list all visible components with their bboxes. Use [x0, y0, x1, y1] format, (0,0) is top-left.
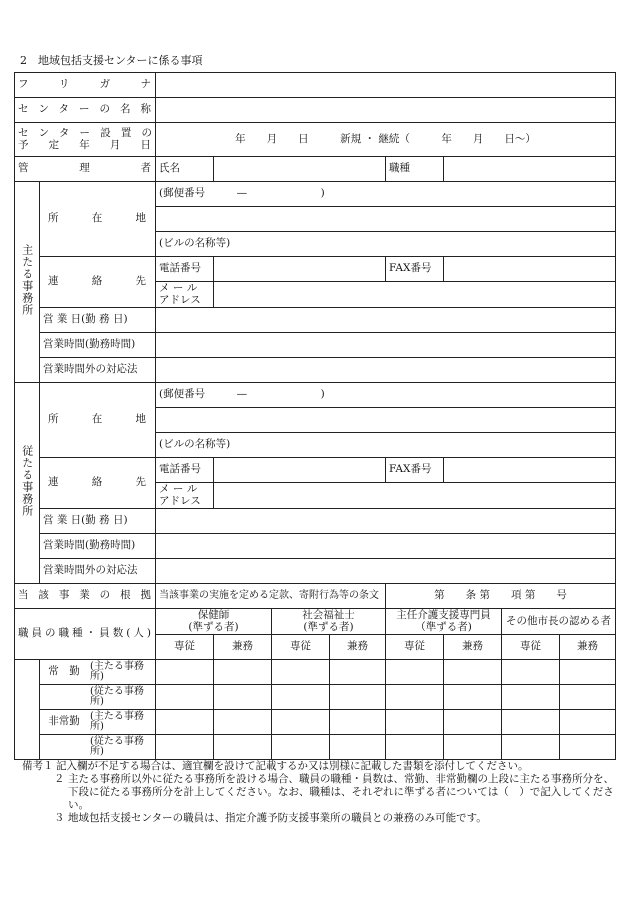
sub-office-business-days-field[interactable]: [156, 509, 616, 534]
sub-office-sub-label: (従たる事務所): [40, 685, 156, 710]
staff-count-cell[interactable]: [502, 735, 560, 760]
main-office-business-hours-field[interactable]: [156, 333, 616, 358]
staff-count-cell[interactable]: [444, 660, 502, 685]
full-time-header: 専従: [502, 635, 560, 660]
staff-count-cell[interactable]: [214, 710, 272, 735]
staff-count-cell[interactable]: [330, 660, 386, 685]
staff-group-social-worker: 社会福祉士 (準ずる者): [272, 609, 386, 635]
sub-office-business-days-label: 営 業 日(勤 務 日): [40, 509, 156, 534]
furigana-label: フ リ ガ ナ: [15, 73, 156, 98]
staff-count-cell[interactable]: [386, 685, 444, 710]
main-office-business-hours-label: 営業時間(勤務時間): [40, 333, 156, 358]
main-office-building-field[interactable]: (ビルの名称等): [156, 232, 616, 257]
staff-count-cell[interactable]: [330, 685, 386, 710]
note-1-text: 記入欄が不足する場合は、適宜欄を設けて記載するか又は別様に記載した書類を添付してください。: [56, 760, 529, 772]
main-office-group-label: 主たる事務所: [15, 182, 40, 383]
sub-office-after-hours-label: 営業時間外の対応法: [40, 559, 156, 584]
main-office-fax-field[interactable]: [444, 257, 616, 282]
main-office-sub-label: (主たる事務所): [90, 660, 144, 682]
sub-office-email-field[interactable]: [214, 483, 616, 509]
sub-office-business-hours-field[interactable]: [156, 534, 616, 559]
concurrent-header: 兼務: [330, 635, 386, 660]
staff-count-cell[interactable]: [156, 735, 214, 760]
sub-office-postal-field[interactable]: (郵便番号 — ): [156, 383, 616, 408]
staff-count-cell[interactable]: [444, 710, 502, 735]
main-office-email-label: メ ー ル アドレス: [156, 282, 214, 308]
sub-office-location-label: 所在地: [40, 383, 156, 458]
center-name-field[interactable]: [156, 98, 616, 123]
full-time-header: 専従: [272, 635, 330, 660]
manager-label: 管理者: [15, 157, 156, 182]
regular-label: 常 勤: [48, 665, 80, 678]
staff-count-cell[interactable]: [156, 710, 214, 735]
main-office-phone-label: 電話番号: [156, 257, 214, 282]
staff-count-cell[interactable]: [214, 685, 272, 710]
staff-count-cell[interactable]: [156, 685, 214, 710]
main-office-after-hours-field[interactable]: [156, 358, 616, 383]
note-2-key: ２: [54, 773, 65, 785]
establish-date-label: [15, 123, 156, 157]
manager-job-type-label: 職種: [386, 157, 444, 182]
irregular-main-row-label: [40, 710, 156, 735]
sub-office-address-field[interactable]: [156, 408, 616, 433]
staff-count-cell[interactable]: [330, 710, 386, 735]
sub-office-phone-field[interactable]: [214, 458, 386, 483]
main-office-contact-label: 連絡先: [40, 257, 156, 308]
staff-count-cell[interactable]: [156, 660, 214, 685]
staff-count-cell[interactable]: [272, 685, 330, 710]
staff-group-care-manager: 主任介護支援専門員（準ずる者): [386, 609, 502, 635]
staff-count-cell[interactable]: [386, 710, 444, 735]
establish-date-field[interactable]: 年 月 日 新規 ・ 継続（ 年 月 日〜）: [156, 123, 616, 157]
manager-name-label: 氏名: [156, 157, 214, 182]
full-time-header: 専従: [156, 635, 214, 660]
main-office-phone-field[interactable]: [214, 257, 386, 282]
note-2-text: 主たる事務所以外に従たる事務所を設ける場合、職員の職種・員数は、常勤、非常勤欄の上段に主たる事務所分を、下段に従たる事務所分を計上してください。なお、職種は、それぞれに準ずる者については（ ）で記入してください。: [68, 773, 614, 811]
main-office-after-hours-label: 営業時間外の対応法: [40, 358, 156, 383]
note-2: [22, 773, 617, 812]
staff-count-cell[interactable]: [214, 735, 272, 760]
staff-count-cell[interactable]: [386, 660, 444, 685]
staff-group-other: その他市長の認める者: [502, 609, 616, 635]
staff-count-cell[interactable]: [444, 735, 502, 760]
sub-office-business-hours-label: 営業時間(勤務時間): [40, 534, 156, 559]
concurrent-header: 兼務: [560, 635, 616, 660]
concurrent-header: 兼務: [444, 635, 502, 660]
staff-count-cell[interactable]: [560, 685, 616, 710]
application-form-table: [14, 72, 616, 760]
staff-count-cell[interactable]: [560, 735, 616, 760]
establish-date-label-line2: 予定年月日: [18, 138, 153, 151]
main-office-business-days-label: 営 業 日(勤 務 日): [40, 308, 156, 333]
sub-office-sub-label: (従たる事務所): [40, 735, 156, 760]
staff-count-cell[interactable]: [560, 710, 616, 735]
staff-count-cell[interactable]: [272, 735, 330, 760]
section-title: 2 地域包括支援センターに係る事項: [20, 54, 203, 67]
sub-office-fax-label: FAX番号: [386, 458, 444, 483]
sub-office-phone-label: 電話番号: [156, 458, 214, 483]
staff-count-cell[interactable]: [214, 660, 272, 685]
main-office-sub-label: (主たる事務所): [90, 710, 144, 732]
staff-count-cell[interactable]: [272, 660, 330, 685]
sub-office-contact-label: 連絡先: [40, 458, 156, 509]
main-office-fax-label: FAX番号: [386, 257, 444, 282]
staff-count-cell[interactable]: [386, 735, 444, 760]
notes: [22, 760, 617, 825]
note-1-key: 備考１: [22, 760, 54, 772]
sub-office-email-label: メ ー ル アドレス: [156, 483, 214, 509]
staff-count-cell[interactable]: [502, 685, 560, 710]
note-3: [22, 812, 617, 825]
basis-label: 当該事業の根拠: [15, 584, 156, 609]
staff-group-public-health-nurse: 保健師 (準ずる者): [156, 609, 272, 635]
basis-article-field[interactable]: 第 条 第 項 第 号: [386, 584, 616, 609]
regular-main-row-label: [40, 660, 156, 685]
note-1: [22, 760, 617, 773]
main-office-email-field[interactable]: [214, 282, 616, 308]
staff-count-cell[interactable]: [330, 735, 386, 760]
note-3-text: 地域包括支援センターの職員は、指定介護予防支援事業所の職員との兼務のみ可能です。: [68, 812, 487, 824]
staff-count-cell[interactable]: [502, 710, 560, 735]
sub-office-after-hours-field[interactable]: [156, 559, 616, 584]
staff-label: 職員の職種・員数(人): [15, 609, 156, 660]
irregular-label: 非常勤: [48, 715, 80, 728]
staff-blank-cell: [15, 660, 40, 760]
center-name-label: センターの名称: [15, 98, 156, 123]
manager-name-field[interactable]: [214, 157, 386, 182]
main-office-postal-field[interactable]: (郵便番号 — ): [156, 182, 616, 207]
sub-office-fax-field[interactable]: [444, 458, 616, 483]
staff-count-cell[interactable]: [444, 685, 502, 710]
main-office-address-field[interactable]: [156, 207, 616, 232]
concurrent-header: 兼務: [214, 635, 272, 660]
staff-count-cell[interactable]: [502, 660, 560, 685]
furigana-field[interactable]: [156, 73, 616, 98]
note-3-key: ３: [54, 812, 65, 824]
main-office-location-label: 所在地: [40, 182, 156, 257]
full-time-header: 専従: [386, 635, 444, 660]
sub-office-building-field[interactable]: (ビルの名称等): [156, 433, 616, 458]
main-office-business-days-field[interactable]: [156, 308, 616, 333]
basis-description: 当該事業の実施を定める定款、寄附行為等の条文: [156, 584, 386, 609]
manager-job-type-field[interactable]: [444, 157, 616, 182]
sub-office-group-label: 従たる事務所: [15, 383, 40, 584]
establish-date-label-line1: センター設置の: [18, 127, 153, 140]
staff-count-cell[interactable]: [272, 710, 330, 735]
staff-count-cell[interactable]: [560, 660, 616, 685]
